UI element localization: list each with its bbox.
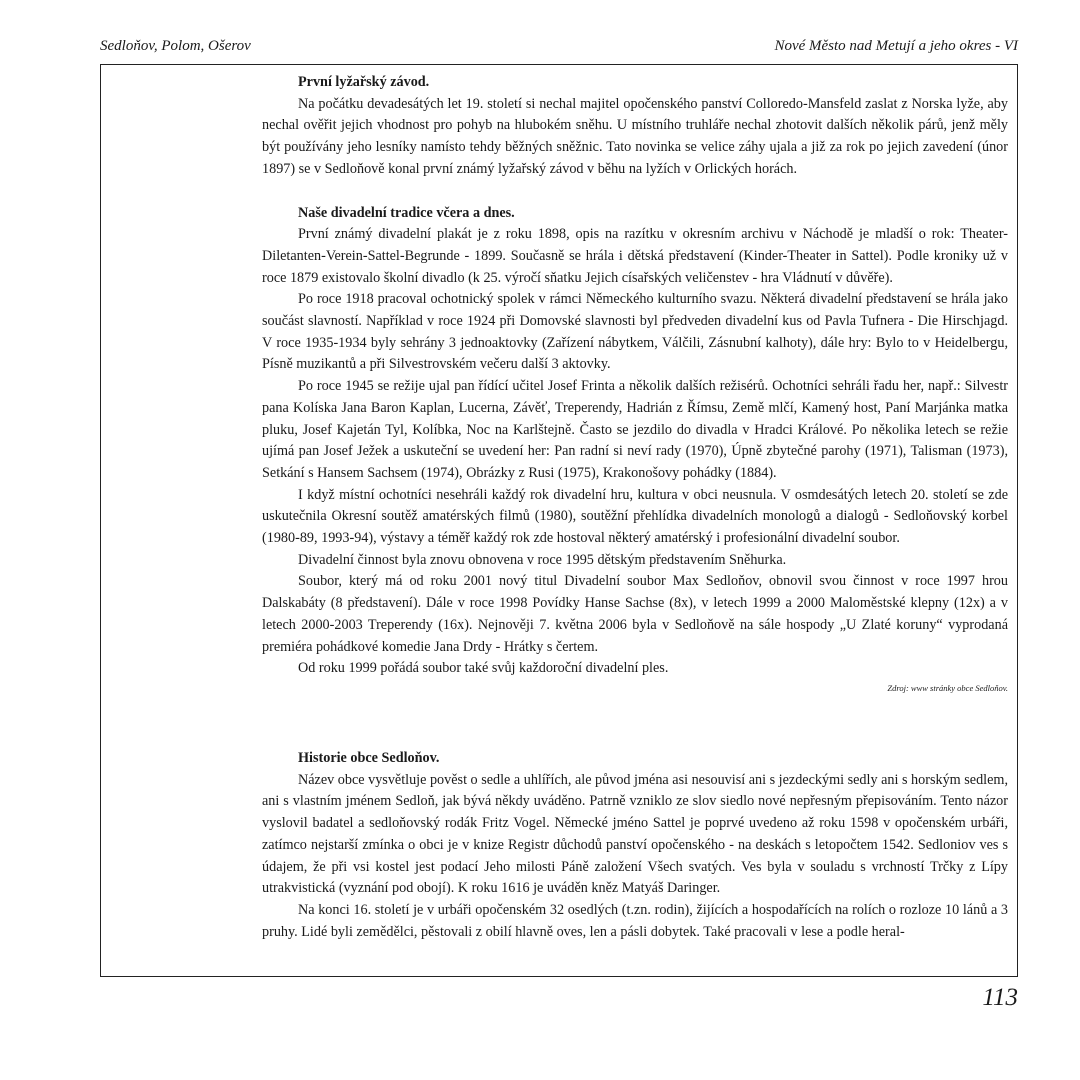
header-right-title: Nové Město nad Metují a jeho okres - VI [774,38,1018,54]
running-header [100,38,1018,60]
paragraph: Po roce 1918 pracoval ochotnický spolek v rámci Německého kulturního svazu. Některá divadelní představení se hrála jako součást slavností. Například v roce 1924 při Domovské slavnosti byl předveden divadelní kus od Pavla Tufnera - Die Hirschjagd. V roce 1935-1934 byly sehrány 3 jednoaktovky (Zařízení nábytkem, Válčili, Zásnubní kalhoty), dále hry: Bylo to v Heidelbergu, Písně muzikantů a při Silvestrovském večeru další 3 aktovky. [262,291,1008,373]
paragraph: Na konci 16. století je v urbáři opočenském 32 osedlých (t.zn. rodin), žijících a hospodařících na rolích o rozloze 10 lánů a 3 pruhy. Lidé byli zemědělci, pěstovali z obilí hlavně oves, len a pásli dobytek. Také pracovali v lese a podle heral- [262,901,1008,940]
spacer [262,181,1008,203]
paragraph: První známý divadelní plakát je z roku 1898, opis na razítku v okresním archivu v Náchodě je mladší o rok: Theater-Diletanten-Verein-Sattel-Begrunde - 1899. Současně se hrála i dětská představení (Kinder-Theater in Sattel). Podle kroniky už v roce 1879 existovalo školní divadlo (k 25. výročí sňatku Jejich císařských veličenstev - hra Vládnutí v důvěře). [262,226,1008,286]
paragraph: Soubor, který má od roku 2001 nový titul Divadelní soubor Max Sedloňov, obnovil svou činnost v roce 1997 hrou Dalskabáty (8 představení). Dále v roce 1998 Povídky Hanse Sachse (8x), v letech 1999 a 2000 Maloměstské klepny (12x) a v letech 2000-2003 Treperendy (16x). Nejnověji 7. května 2006 byla v Sedloňově na sále hospody „U Zlaté koruny“ vyprodaná premiéra pohádkové komedie Jana Drdy - Hrátky s čertem. [262,573,1008,655]
paragraph: Po roce 1945 se režije ujal pan řídící učitel Josef Frinta a několik dalších režisérů. Ochotníci sehráli řadu her, např.: Silvestr pana Kolíska Jana Baron Kaplan, Lucerna, Závěť, Treperendy, Hadrián z Římsu, Země mlčí, Kamený host, Paní Marjánka matka pluku, Josef Kajetán Tyl, Kolíbka, Noc na Karlštejně. Často se jezdilo do divadla v Hradci Králové. Po několika letech se režie ujímá pan Josef Ježek a uskuteční se uvedení her: Pan radní si neví rady (1970), Úpně zbytečné parohy (1971), Talisman (1973), Setkání s Hansem Sachsem (1974), Obrázky z Rusi (1975), Krakonošovy pohádky (1884). [262,378,1008,481]
section-title-theatre: Naše divadelní tradice včera a dnes. [298,204,515,221]
paragraph: Od roku 1999 pořádá soubor také svůj každoroční divadelní ples. [298,660,669,677]
paragraph: Divadelní činnost byla znovu obnovena v roce 1995 dětským představením Sněhurka. [298,551,787,568]
section-title-history: Historie obce Sedloňov. [298,749,440,766]
paragraph: Název obce vysvětluje pověst o sedle a uhlířích, ale původ jména asi nesouvisí ani s jezdeckými sedly ani s horským sedlem, ani s vlastním jménem Sedloň, jak bývá někdy uváděno. Patrně vzniklo ze slov siedlo nové nepřesným přepisováním. Tento názor vyslovil badatel a sedloňovský rodák Fritz Vogel. Německé jméno Sattel je poprvé uvedeno až roku 1598 v opočenském urbáři, zatímco nejstarší zmínka o obci je v knize Registr důchodů panství opočenského - na deskách s letopočtem 1542. Sedloniov ves s údajem, že při vsi kostel jest podací Jeho milosti Páně založení Všech svatých. Ves byla v souladu s vrchností Trčky z Lípy utrakvistická (vyznání pod obojí). K roku 1616 je uváděn kněz Matyáš Daringer. [262,771,1008,897]
section-title-ski-race: První lyžařský závod. [298,74,430,90]
header-left-title: Sedloňov, Polom, Ošerov [100,38,251,54]
source-note: Zdroj: www stránky obce Sedloňov. [887,682,1008,693]
page-number: 113 [982,984,1018,1011]
page-content [262,72,1008,943]
spacer [262,694,1008,748]
paragraph: Na počátku devadesátých let 19. století si nechal majitel opočenského panství Colloredo-Mansfeld zaslat z Norska lyže, aby nechal ověřit jejich vhodnost pro pohyb na hlubokém sněhu. U místního truhláře nechal zhotovit dalších několik párů, jenž měly být používány jeho lesníky namísto tehdy běžných sněžnic. Tato novinka se velice záhy ujala a již za rok po jejich zavedení (únor 1897) se v Sedloňově konal první známý lyžařský závod v běhu na lyžích v Orlických horách. [262,95,1008,177]
paragraph: I když místní ochotníci nesehráli každý rok divadelní hru, kultura v obci neusnula. V osmdesátých letech 20. století se zde uskutečnila Okresní soutěž amatérských filmů (1980), soutěžní přehlídka divadelních monologů a dialogů - Sedloňovský korbel (1980-89, 1993-94), výstavy a téměř každý rok zde hostoval některý amatérský i profesionální divadelní soubor. [262,486,1008,547]
